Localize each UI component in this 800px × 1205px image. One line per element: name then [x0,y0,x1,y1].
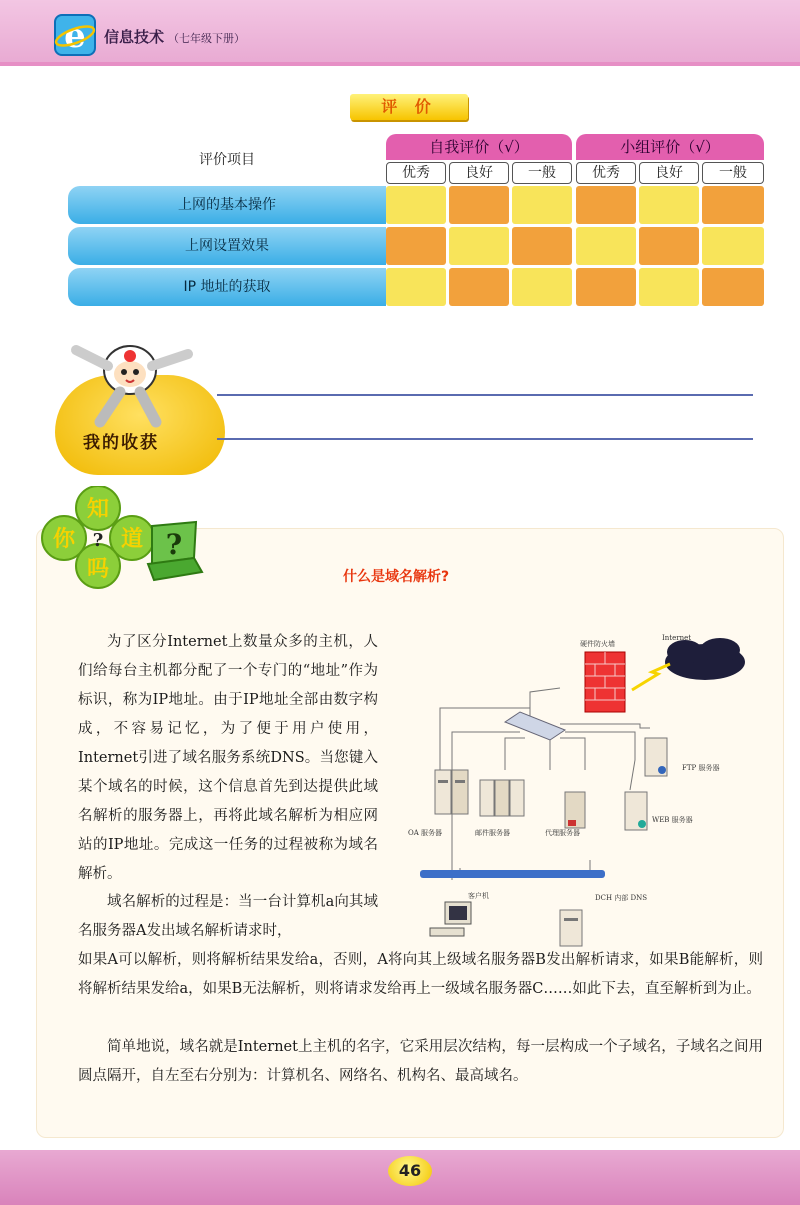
oa-server-label: OA 服务器 [408,829,443,837]
rating-cell[interactable] [576,268,636,306]
page-number: 46 [388,1156,432,1186]
evaluation-item-header: 评价项目 [199,152,255,168]
oa-server-icon [435,770,468,814]
evaluation-row-label: IP 地址的获取 [68,268,386,306]
rating-cell[interactable] [576,186,636,224]
did-you-know-clover-icon [36,486,206,596]
rating-cell[interactable] [386,186,446,224]
network-diagram [400,620,775,950]
book-title [104,26,245,47]
rating-cell[interactable] [639,268,699,306]
answer-line[interactable] [217,394,753,396]
svg-text:?: ? [165,528,183,561]
clover-right-char: 道 [120,526,144,552]
book-subtitle: （七年级下册） [168,32,246,45]
web-server-icon [625,792,647,830]
rating-cell[interactable] [386,227,446,265]
dns-server-icon [560,910,582,946]
level-excellent-group: 优秀 [576,162,636,184]
answer-line[interactable] [217,438,753,440]
book-title-text: 信息技术 [104,28,165,46]
client-computer-icon [430,902,471,936]
web-server-label: WEB 服务器 [652,816,693,824]
evaluation-row-label: 上网的基本操作 [68,186,386,224]
network-switch-icon [505,712,565,740]
mail-server-icon [480,780,524,816]
proxy-server-icon [565,792,585,828]
evaluation-banner: 评 价 [350,94,468,120]
ie-logo-icon [52,12,98,58]
evaluation-row-label: 上网设置效果 [68,227,386,265]
firewall-label: 硬件防火墙 [580,640,615,648]
group-evaluation-header: 小组评价（√） [576,134,764,160]
lightning-icon [632,664,670,690]
paragraph-2-rest: 如果A可以解析，则将解析结果发给a，否则，A将向其上级域名服务器B发出解析请求，如果B能解析，则将解析结果发给a，如果B无法解析，则将请求发给再上一级域名服务器C……如此下去，直至解析到为止。 [78,952,763,997]
rating-cell[interactable] [449,227,509,265]
rating-cell[interactable] [576,227,636,265]
proxy-server-label: 代理服务器 [545,829,580,837]
rating-cell[interactable] [512,268,572,306]
level-good-group: 良好 [639,162,699,184]
rating-cell[interactable] [702,227,764,265]
level-fair-self: 一般 [512,162,572,184]
rating-cell[interactable] [512,186,572,224]
astronaut-icon [60,330,200,430]
header-divider [0,62,800,66]
network-backbone [420,870,605,878]
mail-server-label: 邮件服务器 [475,829,510,837]
rating-cell[interactable] [449,186,509,224]
logo-letter: e [64,16,86,56]
rating-cell[interactable] [386,268,446,306]
harvest-label: 我的收获 [83,433,159,453]
clover-center-char: ? [92,530,104,551]
dns-server-label: DCH 内部 DNS [595,894,648,902]
section-heading: 什么是域名解析? [343,569,450,585]
rating-cell[interactable] [702,186,764,224]
level-fair-group: 一般 [702,162,764,184]
clover-bottom-char: 吗 [86,556,110,582]
client-label: 客户机 [468,892,489,900]
clover-left-char: 你 [52,526,76,552]
internet-label: Internet [662,634,692,642]
rating-cell[interactable] [639,186,699,224]
clover-top-char: 知 [86,496,110,522]
firewall-icon [585,652,625,712]
paragraph-1: 为了区分Internet上数量众多的主机，人们给每台主机都分配了一个专门的“地址”作为标识，称为IP地址。由于IP地址全部由数字构成，不容易记忆，为了便于用户使用，Internet引进了域名服务系统DNS。当您键入某个域名的时候，这个信息首先到达提供此域名解析的服务器上，再将此域名解析为相应网站的IP地址。完成这一任务的过程被称为域名解析。 [78,634,378,882]
rating-cell[interactable] [449,268,509,306]
rating-cell[interactable] [639,227,699,265]
level-excellent-self: 优秀 [386,162,446,184]
internet-cloud-icon [665,638,745,680]
ftp-server-icon [645,738,667,776]
rating-cell[interactable] [702,268,764,306]
paragraph-3: 简单地说，域名就是Internet上主机的名字，它采用层次结构，每一层构成一个子域名，子域名之间用圆点隔开，自左至右分别为：计算机名、网络名、机构名、最高域名。 [78,1039,763,1084]
self-evaluation-header: 自我评价（√） [386,134,572,160]
level-good-self: 良好 [449,162,509,184]
ftp-server-label: FTP 服务器 [682,764,720,772]
rating-cell[interactable] [512,227,572,265]
paragraph-2-lead: 域名解析的过程是：当一台计算机a向其域名服务器A发出域名解析请求时， [78,894,378,939]
